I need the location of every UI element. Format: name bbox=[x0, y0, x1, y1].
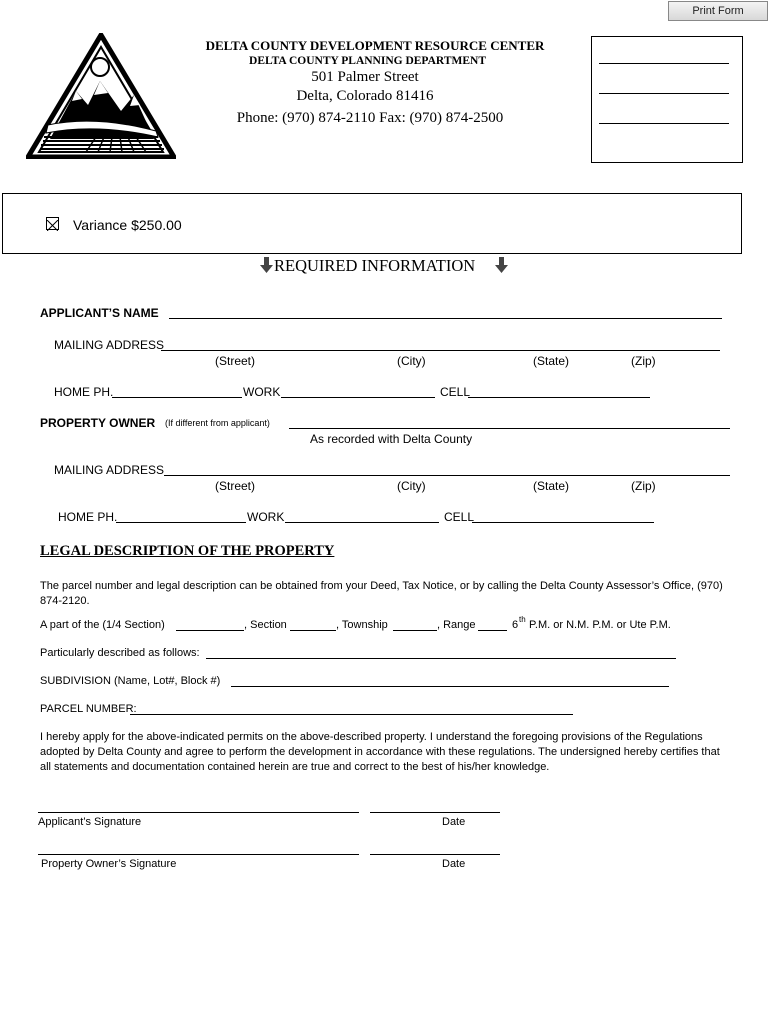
applicant-cell-field[interactable] bbox=[468, 397, 650, 398]
x-checkbox-icon bbox=[47, 220, 58, 231]
print-form-button[interactable]: Print Form bbox=[668, 1, 768, 21]
quarter-section-label: A part of the (1/4 Section) bbox=[40, 619, 165, 631]
legal-heading: LEGAL DESCRIPTION OF THE PROPERTY bbox=[40, 543, 335, 559]
applicant-name-label: APPLICANT’S NAME bbox=[40, 306, 159, 320]
office-line-1[interactable] bbox=[599, 63, 729, 64]
township-label: , Township bbox=[336, 619, 388, 631]
owner-signature-label: Property Owner’s Signature bbox=[41, 858, 177, 870]
owner-recorded-caption: As recorded with Delta County bbox=[310, 432, 473, 446]
office-use-box bbox=[591, 36, 743, 163]
variance-label: Variance $250.00 bbox=[73, 217, 182, 233]
applicant-state-caption: (State) bbox=[533, 354, 570, 368]
owner-work-label: WORK bbox=[247, 510, 285, 524]
owner-city-caption: (City) bbox=[397, 479, 426, 493]
applicant-mailing-label: MAILING ADDRESS bbox=[54, 338, 165, 352]
office-line-2[interactable] bbox=[599, 93, 729, 94]
particular-label: Particularly described as follows: bbox=[40, 647, 200, 659]
meridian-6th: 6 bbox=[512, 619, 519, 631]
range-label: , Range bbox=[437, 619, 476, 631]
street-address: 501 Palmer Street bbox=[311, 69, 419, 85]
owner-cell-label: CELL bbox=[444, 510, 475, 524]
applicant-date-field[interactable] bbox=[370, 812, 500, 813]
down-arrow-icon bbox=[495, 257, 508, 273]
township-field[interactable] bbox=[393, 630, 437, 631]
applicant-work-field[interactable] bbox=[281, 397, 435, 398]
meridian-options: P.M. or N.M. P.M. or Ute P.M. bbox=[529, 619, 671, 631]
applicant-street-caption: (Street) bbox=[215, 354, 256, 368]
required-title: REQUIRED INFORMATION bbox=[274, 256, 476, 275]
owner-signature-field[interactable] bbox=[38, 854, 359, 855]
section-label: , Section bbox=[244, 619, 287, 631]
parcel-field[interactable] bbox=[130, 714, 573, 715]
applicant-date-label: Date bbox=[442, 816, 466, 828]
dept-name: DELTA COUNTY PLANNING DEPARTMENT bbox=[249, 55, 486, 67]
applicant-city-caption: (City) bbox=[397, 354, 426, 368]
owner-date-label: Date bbox=[442, 858, 466, 870]
office-line-3[interactable] bbox=[599, 123, 729, 124]
subdivision-field[interactable] bbox=[231, 686, 669, 687]
meridian-th: th bbox=[519, 615, 526, 624]
applicant-signature-field[interactable] bbox=[38, 812, 359, 813]
owner-cell-field[interactable] bbox=[472, 522, 654, 523]
owner-zip-caption: (Zip) bbox=[631, 479, 656, 493]
variance-checkbox[interactable] bbox=[46, 217, 59, 230]
phone-fax: Phone: (970) 874-2110 Fax: (970) 874-2500 bbox=[236, 110, 504, 126]
owner-name-field[interactable] bbox=[289, 428, 730, 429]
range-field[interactable] bbox=[478, 630, 507, 631]
owner-street-caption: (Street) bbox=[215, 479, 256, 493]
applicant-name-field[interactable] bbox=[169, 318, 722, 319]
parcel-label: PARCEL NUMBER: bbox=[40, 703, 137, 715]
city-address: Delta, Colorado 81416 bbox=[296, 88, 434, 104]
owner-date-field[interactable] bbox=[370, 854, 500, 855]
owner-mailing-field[interactable] bbox=[164, 475, 730, 476]
subdivision-label: SUBDIVISION (Name, Lot#, Block #) bbox=[40, 675, 221, 687]
particular-field[interactable] bbox=[206, 658, 676, 659]
certification-text: I hereby apply for the above-indicated permits on the above-described property. I understand the foregoing provisions of the Regulations adopted by Delta County and agree to perform the development in accordance with these regulations. The undersigned hereby certifies that all statements and documentation contained herein are true and correct to the best of his/her knowledge. bbox=[40, 731, 720, 773]
quarter-section-field[interactable] bbox=[176, 630, 244, 631]
owner-home-label: HOME PH. bbox=[58, 510, 118, 524]
applicant-home-field[interactable] bbox=[112, 397, 242, 398]
owner-note: (If different from applicant) bbox=[165, 418, 270, 428]
owner-label: PROPERTY OWNER bbox=[40, 416, 156, 430]
applicant-work-label: WORK bbox=[243, 385, 281, 399]
applicant-signature-label: Applicant’s Signature bbox=[38, 816, 142, 828]
owner-mailing-label: MAILING ADDRESS bbox=[54, 463, 165, 477]
applicant-zip-caption: (Zip) bbox=[631, 354, 656, 368]
legal-intro: The parcel number and legal description can be obtained from your Deed, Tax Notice, or by calling the Delta County Assessor’s Office, (970) 874-2120. bbox=[40, 580, 723, 607]
applicant-home-label: HOME PH. bbox=[54, 385, 114, 399]
owner-state-caption: (State) bbox=[533, 479, 570, 493]
applicant-cell-label: CELL bbox=[440, 385, 471, 399]
section-field[interactable] bbox=[290, 630, 336, 631]
owner-home-field[interactable] bbox=[116, 522, 246, 523]
org-name: DELTA COUNTY DEVELOPMENT RESOURCE CENTER bbox=[205, 38, 545, 53]
down-arrow-icon bbox=[260, 257, 273, 273]
owner-work-field[interactable] bbox=[285, 522, 439, 523]
applicant-mailing-field[interactable] bbox=[161, 350, 720, 351]
